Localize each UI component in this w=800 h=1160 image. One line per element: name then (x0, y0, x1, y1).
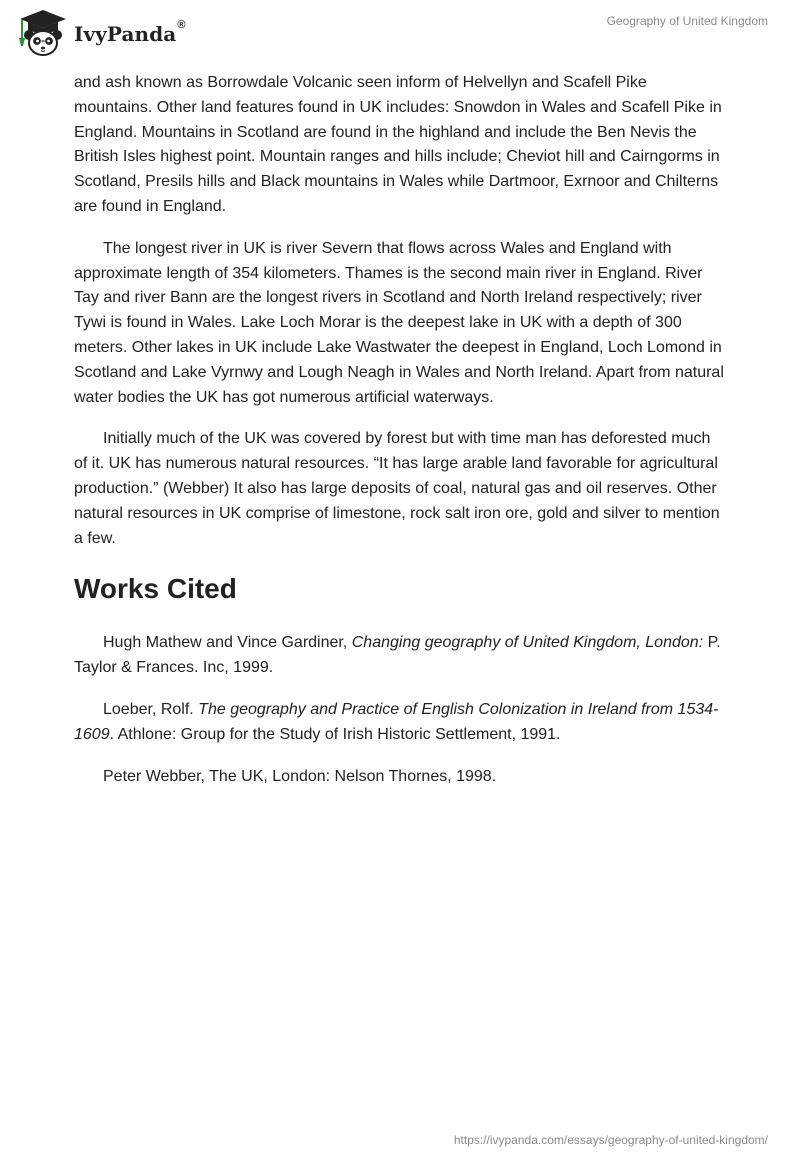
citation-2-title: The geography and Practice of English Colonization in Ireland from 1534-1609 (74, 700, 719, 743)
citation-2-publisher: . Athlone: Group for the Study of Irish Historic Settlement, 1991. (109, 725, 561, 743)
citation-2-authors: Loeber, Rolf. (103, 700, 199, 718)
works-cited-heading: Works Cited (74, 573, 237, 605)
citation-1-publisher: P. Taylor & Frances. Inc, 1999. (74, 634, 721, 677)
panda-graduate-icon (14, 8, 72, 58)
registered-mark: ® (177, 19, 186, 31)
citation-1-title: Changing geography of United Kingdom, London: (351, 634, 704, 652)
citation-1 (74, 631, 724, 681)
logo-text: IvyPanda (74, 22, 177, 46)
source-url[interactable]: https://ivypanda.com/essays/geography-of-united-kingdom/ (453, 1133, 768, 1147)
document-title: Geography of United Kingdom (606, 14, 768, 28)
paragraph-1: and ash known as Borrowdale Volcanic seen inform of Helvellyn and Scafell Pike mountains. Other land features found in UK includes: Snowdon in Wales and Scafell Pike in England. Mountains in Scotland are found in the highland and include the Ben Nevis the British Isles highest point. Mountain ranges and hills include; Cheviot hill and Cairngorms in Scotland, Presils hills and Black mountains in Wales while Dartmoor, Exrnoor and Chilterns are found in England. (74, 74, 722, 215)
citation-2 (74, 698, 724, 748)
essay-body (74, 71, 724, 806)
citation-3-text: Peter Webber, The UK, London: Nelson Thornes, 1998. (103, 767, 497, 785)
paragraph-2: The longest river in UK is river Severn that flows across Wales and England with approximate length of 354 kilometers. Thames is the second main river in England. River Tay and river Bann are the longest rivers in Scotland and North Ireland respectively; river Tywi is found in Wales. Lake Loch Morar is the deepest lake in UK with a depth of 300 meters. Other lakes in UK include Lake Wastwater the deepest in England, Loch Lomond in Scotland and Lake Vyrnwy and Lough Neagh in Wales and North Ireland. Apart from natural water bodies the UK has got numerous artificial waterways. (74, 239, 724, 406)
citation-3 (74, 765, 724, 790)
page-header (0, 0, 800, 70)
paragraph-3: Initially much of the UK was covered by forest but with time man has deforested much of it. UK has numerous natural resources. “It has large arable land favorable for agricultural production.” (Webber) It also has large deposits of coal, natural gas and oil reserves. Other natural resources in UK comprise of limestone, rock salt iron ore, gold and silver to mention a few. (74, 430, 720, 547)
logo[interactable] (14, 8, 186, 58)
logo-wordmark (74, 19, 186, 46)
citation-1-authors: Hugh Mathew and Vince Gardiner, (103, 634, 352, 652)
